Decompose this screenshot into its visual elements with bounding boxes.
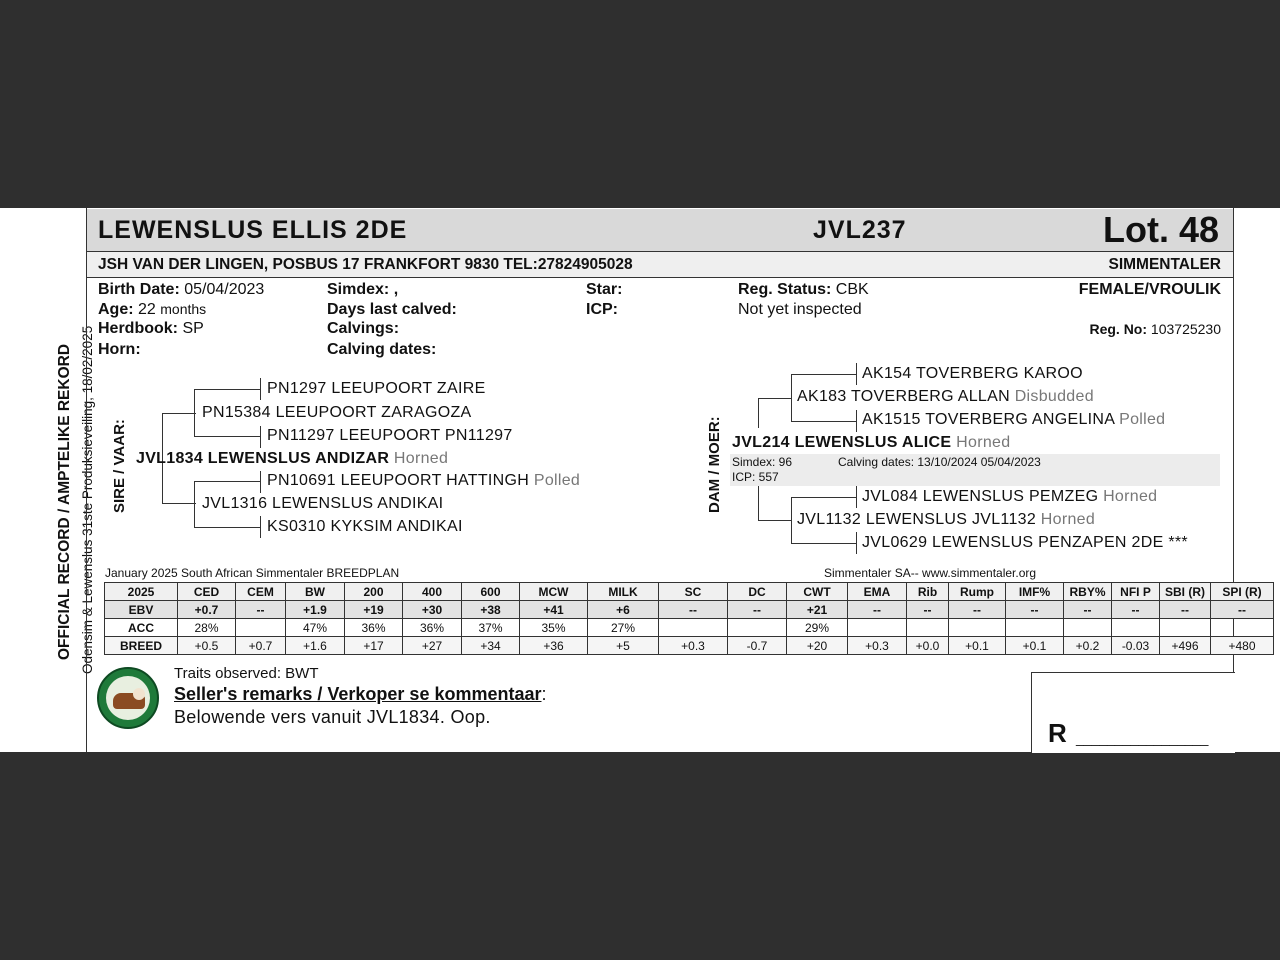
breedplan-title: January 2025 South African Simmentaler BREEDPLAN	[105, 566, 400, 580]
dam-tree-line	[758, 398, 792, 399]
breed-cell: +20	[787, 637, 848, 655]
ebv-header-cell: EMA	[848, 583, 907, 601]
pedigree-dss: AK154 TOVERBERG KAROO	[862, 365, 1083, 382]
reg-no-value: 103725230	[1150, 321, 1221, 337]
ebv-header-cell: Rump	[949, 583, 1006, 601]
ebv-header-cell: 200	[345, 583, 403, 601]
breed-cell: +0.0	[907, 637, 949, 655]
dam-tree-line	[791, 543, 856, 544]
price-line: _________________	[1076, 730, 1209, 746]
ddd-mark: ***	[1168, 534, 1188, 551]
ebv-cell: --	[1006, 601, 1064, 619]
dam-simdex: Simdex: 96	[732, 455, 793, 469]
pedigree-sire	[136, 450, 448, 468]
remarks-colon: :	[541, 684, 547, 704]
sire-tree-line	[260, 426, 261, 448]
sire-tree-line	[194, 527, 260, 528]
icp-label: ICP:	[586, 301, 618, 318]
sex-label: FEMALE/VROULIK	[1078, 281, 1221, 298]
breed-cell: -0.7	[728, 637, 787, 655]
ebv-cell: --	[848, 601, 907, 619]
ebv-cell: --	[728, 601, 787, 619]
breed-cell: +0.2	[1064, 637, 1112, 655]
ebv-row	[105, 601, 1274, 619]
dd-name: JVL1132 LEWENSLUS JVL1132	[797, 511, 1037, 528]
breed-cell: +1.6	[286, 637, 345, 655]
dam-tree-line	[758, 486, 759, 520]
pedigree-sds	[267, 472, 580, 490]
sire-tree-line	[194, 389, 260, 390]
sire-tree-line	[194, 481, 260, 482]
days-last-calved-label: Days last calved:	[327, 301, 457, 318]
ebv-cell: +41	[520, 601, 588, 619]
dds-name: JVL084 LEWENSLUS PEMZEG	[862, 488, 1099, 505]
reg-status-value: CBK	[835, 281, 869, 298]
acc-cell	[236, 619, 286, 637]
reg-status	[738, 281, 869, 299]
acc-cell: 37%	[462, 619, 520, 637]
acc-row	[105, 619, 1274, 637]
pedigree-ds	[797, 388, 1094, 406]
dam-calving-dates: Calving dates: 13/10/2024 05/04/2023	[838, 455, 1041, 469]
pedigree-sd: JVL1316 LEWENSLUS ANDIKAI	[202, 495, 444, 512]
acc-cell	[659, 619, 728, 637]
breedplan-site: Simmentaler SA-- www.simmentaler.org	[824, 566, 1037, 580]
pedigree-ss: PN15384 LEEUPOORT ZARAGOZA	[202, 404, 472, 421]
birth-date-label: Birth Date:	[98, 281, 180, 298]
official-record-label: OFFICIAL RECORD / AMPTELIKE REKORD	[56, 343, 73, 660]
acc-cell	[1112, 619, 1160, 637]
ebv-cell: --	[949, 601, 1006, 619]
ebv-cell: +19	[345, 601, 403, 619]
dam-tree-line	[856, 363, 857, 385]
dam-tree-line	[791, 497, 792, 543]
dam-tree-line	[856, 486, 857, 508]
dam-tree-line	[791, 497, 856, 498]
acc-cell	[1160, 619, 1211, 637]
ebv-header-cell: NFI P	[1112, 583, 1160, 601]
herdbook	[98, 320, 204, 338]
sale-name-label: Odensim & Lewenslus 31ste Produksieveiling, 18/02/2025	[80, 325, 95, 674]
sds-horn: Polled	[533, 472, 581, 489]
breed-cell: +0.1	[949, 637, 1006, 655]
age-unit: months	[160, 301, 207, 317]
dsd-name: AK1515 TOVERBERG ANGELINA	[862, 411, 1115, 428]
birth-date-value: 05/04/2023	[184, 281, 265, 298]
ddd-name: JVL0629 LEWENSLUS PENZAPEN 2DE	[862, 534, 1164, 551]
acc-cell	[1064, 619, 1112, 637]
ebv-header-cell: 600	[462, 583, 520, 601]
age	[98, 301, 206, 319]
ebv-cell: --	[236, 601, 286, 619]
acc-cell: 29%	[787, 619, 848, 637]
age-label: Age:	[98, 301, 134, 318]
dd-horn: Horned	[1040, 511, 1096, 528]
dam-tree-line	[856, 532, 857, 554]
breed-cell: +496	[1160, 637, 1211, 655]
acc-cell: 27%	[588, 619, 659, 637]
dam-icp: ICP: 557	[732, 470, 779, 484]
breed-name: SIMMENTALER	[1108, 256, 1221, 273]
animal-id: JVL237	[813, 216, 907, 244]
remarks-text: Belowende vers vanuit JVL1834. Oop.	[174, 707, 491, 727]
sire-tree-line	[162, 413, 196, 414]
breed-avg-row	[105, 637, 1274, 655]
breed-cell: +0.3	[659, 637, 728, 655]
ebv-header-row	[105, 583, 1274, 601]
row-header-cell: 2025	[105, 583, 178, 601]
dam-name: JVL214 LEWENSLUS ALICE	[732, 434, 952, 451]
herdbook-value: SP	[182, 320, 204, 337]
breed-cell: +17	[345, 637, 403, 655]
dam-tree-line	[856, 410, 857, 432]
logo-cow-head	[133, 688, 145, 700]
breed-cell: +480	[1211, 637, 1274, 655]
dam-label: DAM / MOER:	[706, 416, 723, 513]
breed-cell: +0.7	[236, 637, 286, 655]
breed-cell: +0.3	[848, 637, 907, 655]
ebv-header-cell: IMF%	[1006, 583, 1064, 601]
breed-cell: +0.1	[1006, 637, 1064, 655]
star-label: Star:	[586, 281, 623, 298]
sire-tree-line	[194, 436, 260, 437]
ebv-header-cell: BW	[286, 583, 345, 601]
reg-status-label: Reg. Status:	[738, 281, 832, 298]
sire-name: JVL1834 LEWENSLUS ANDIZAR	[136, 450, 390, 467]
pedigree-sdd: KS0310 KYKSIM ANDIKAI	[267, 518, 463, 535]
ebv-header-cell: CED	[178, 583, 236, 601]
dsd-horn: Polled	[1119, 411, 1166, 428]
acc-cell	[1006, 619, 1064, 637]
ebv-cell: +0.7	[178, 601, 236, 619]
breed-cell: +0.5	[178, 637, 236, 655]
ebv-header-cell: DC	[728, 583, 787, 601]
ebv-header-cell: RBY%	[1064, 583, 1112, 601]
dam-tree-line	[791, 374, 856, 375]
row-header-cell: ACC	[105, 619, 178, 637]
ebv-cell: --	[907, 601, 949, 619]
ebv-header-cell: Rib	[907, 583, 949, 601]
sds-name: PN10691 LEEUPOORT HATTINGH	[267, 472, 530, 489]
ebv-cell: +1.9	[286, 601, 345, 619]
remarks-title	[174, 684, 547, 705]
acc-cell: 35%	[520, 619, 588, 637]
lot-number: Lot. 48	[1103, 209, 1220, 250]
simdex-label: Simdex: ,	[327, 281, 399, 298]
ebv-table	[104, 582, 1274, 655]
ebv-header-cell: SC	[659, 583, 728, 601]
pedigree-dsd	[862, 411, 1165, 429]
dam-horn: Horned	[956, 434, 1011, 451]
acc-cell: 28%	[178, 619, 236, 637]
calving-dates-label: Calving dates:	[327, 341, 437, 358]
sire-tree-line	[260, 471, 261, 493]
row-header-cell: BREED	[105, 637, 178, 655]
ebv-cell: --	[1112, 601, 1160, 619]
calvings-label: Calvings:	[327, 320, 400, 337]
sire-tree-line	[260, 378, 261, 400]
ebv-cell: +38	[462, 601, 520, 619]
sire-horn: Horned	[393, 450, 449, 467]
pedigree-ssd: PN11297 LEEUPOORT PN11297	[267, 427, 513, 444]
dam-tree-line	[791, 421, 856, 422]
price-currency: R	[1048, 718, 1067, 748]
age-value: 22	[138, 301, 156, 318]
pedigree-dds	[862, 488, 1157, 506]
acc-cell: 36%	[403, 619, 462, 637]
dam-tree-line	[758, 398, 759, 428]
pedigree-dd	[797, 511, 1095, 529]
breed-cell: +34	[462, 637, 520, 655]
ebv-header-cell: CEM	[236, 583, 286, 601]
ebv-cell: --	[1064, 601, 1112, 619]
ebv-header-cell: SPI (R)	[1211, 583, 1274, 601]
traits-observed: Traits observed: BWT	[174, 665, 319, 682]
breed-cell: -0.03	[1112, 637, 1160, 655]
dds-horn: Horned	[1103, 488, 1158, 505]
ebv-cell: --	[1211, 601, 1274, 619]
ebv-header-cell: MCW	[520, 583, 588, 601]
birth-date	[98, 281, 264, 299]
ds-name: AK183 TOVERBERG ALLAN	[797, 388, 1010, 405]
animal-name: LEWENSLUS ELLIS 2DE	[98, 216, 408, 244]
reg-no	[1089, 321, 1221, 337]
simmentaler-logo-icon	[97, 667, 159, 729]
ebv-header-cell: MILK	[588, 583, 659, 601]
breed-cell: +27	[403, 637, 462, 655]
dam-tree-line	[758, 520, 792, 521]
sire-tree-line	[162, 503, 196, 504]
horn-label: Horn:	[98, 341, 141, 358]
herdbook-label: Herdbook:	[98, 320, 178, 337]
acc-cell: 47%	[286, 619, 345, 637]
row-header-cell: EBV	[105, 601, 178, 619]
acc-cell	[848, 619, 907, 637]
ebv-cell: +21	[787, 601, 848, 619]
sire-label: SIRE / VAAR:	[111, 419, 128, 513]
ebv-header-cell: SBI (R)	[1160, 583, 1211, 601]
acc-cell	[949, 619, 1006, 637]
breed-cell: +36	[520, 637, 588, 655]
breeder-address: JSH VAN DER LINGEN, POSBUS 17 FRANKFORT 9830 TEL:27824905028	[98, 256, 633, 273]
ebv-cell: +6	[588, 601, 659, 619]
pedigree-sss: PN1297 LEEUPOORT ZAIRE	[267, 380, 486, 397]
ds-horn: Disbudded	[1014, 388, 1094, 405]
ebv-header-cell: CWT	[787, 583, 848, 601]
acc-cell: 36%	[345, 619, 403, 637]
pedigree-ddd	[862, 534, 1188, 552]
acc-cell	[907, 619, 949, 637]
remarks-title-text: Seller's remarks / Verkoper se kommentaar	[174, 684, 542, 704]
pedigree-dam	[732, 434, 1010, 452]
ebv-cell: --	[1160, 601, 1211, 619]
acc-cell	[1211, 619, 1274, 637]
ebv-cell: --	[659, 601, 728, 619]
ebv-header-cell: 400	[403, 583, 462, 601]
reg-no-label: Reg. No:	[1089, 321, 1148, 337]
acc-cell	[728, 619, 787, 637]
inspection-status: Not yet inspected	[738, 301, 862, 318]
ebv-cell: +30	[403, 601, 462, 619]
sire-tree-line	[194, 481, 195, 527]
breed-cell: +5	[588, 637, 659, 655]
sire-tree-line	[260, 516, 261, 538]
